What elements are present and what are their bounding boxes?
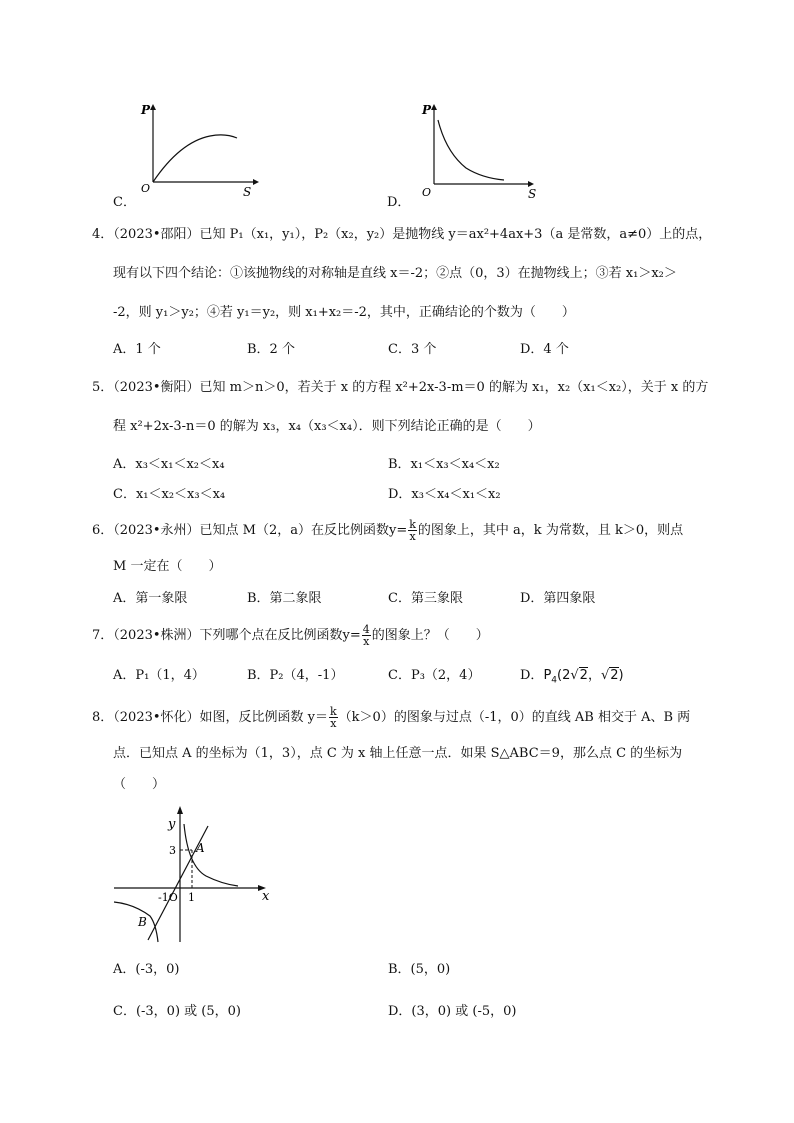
q5-option-c[interactable]: C．x₁＜x₂＜x₃＜x₄ <box>113 487 226 502</box>
q6-post: 的图象上，其中 a，k 为常数，且 k＞0，则点 <box>417 523 684 538</box>
q4-option-c[interactable]: C．3 个 <box>388 342 437 357</box>
graph-q8-y-label: y <box>168 817 176 832</box>
q7-option-d-label: D． <box>520 668 544 683</box>
q7-option-d-sub: 4 <box>551 675 558 686</box>
graph-c-label: C． <box>113 195 136 210</box>
q5-option-d[interactable]: D．x₃＜x₄＜x₁＜x₂ <box>388 487 501 502</box>
q4-line1: 4．（2023•邵阳）已知 P₁（x₁，y₁），P₂（x₂，y₂）是抛物线 y＝ax²+4ax+3（a 是常数，a≠0）上的点， <box>92 227 712 242</box>
q7-post: 的图象上？（ ） <box>371 628 489 643</box>
q8-option-b[interactable]: B．(5，0) <box>388 962 451 977</box>
q8-post: （k＞0）的图象与过点（-1，0）的直线 AB 相交于 A、B 两 <box>338 710 691 725</box>
graph-d-origin: O <box>422 186 432 199</box>
q8-line3: （ ） <box>113 777 166 792</box>
graph-d-p-label: P <box>422 103 432 117</box>
graph-c-origin: O <box>141 182 151 195</box>
q8-line1 <box>92 706 690 729</box>
graph-c-p-label: P <box>141 103 151 117</box>
q7-fraction <box>362 624 371 647</box>
q7-option-d-radicand1: 2 <box>579 668 588 683</box>
graph-c-s-label: S <box>243 185 252 199</box>
q8-option-a[interactable]: A．(-3，0) <box>113 962 180 977</box>
q4-line3: -2，则 y₁＞y₂；④若 y₁＝y₂，则 x₁+x₂＝-2，其中，正确结论的个数为（ ） <box>113 305 575 320</box>
q6-line1 <box>92 519 683 542</box>
q6-option-a[interactable]: A．第一象限 <box>113 591 188 606</box>
q8-pre: 8．（2023•怀化）如图，反比例函数 y＝ <box>92 710 328 725</box>
sqrt-icon: √ <box>570 668 579 683</box>
q7-denominator: x <box>363 635 370 648</box>
q4-option-a[interactable]: A．1 个 <box>113 342 161 357</box>
q5-line2: 程 x²+2x-3-n＝0 的解为 x₃，x₄（x₃＜x₄）．则下列结论正确的是（ ） <box>113 419 541 434</box>
q7-option-c[interactable]: C．P₃（2，4） <box>388 668 481 683</box>
sqrt-icon: √ <box>600 668 610 683</box>
q7-yeq: y= <box>342 628 361 643</box>
q7-option-d-mid: ， <box>587 668 601 683</box>
q7-option-d-p: P <box>543 668 552 683</box>
graph-q8-point-a: A <box>196 841 205 855</box>
q8-line2: 点．已知点 A 的坐标为（1，3），点 C 为 x 轴上任意一点．如果 S△ABC＝9，那么点 C 的坐标为 <box>113 746 683 761</box>
q6-yeq: y= <box>389 523 408 538</box>
q7-option-d[interactable] <box>520 667 624 685</box>
q7-option-d-radicand2: 2 <box>610 668 619 683</box>
q6-pre: 6．（2023•永州）已知点 M（2，a）在反比例函数 <box>92 523 389 538</box>
graph-q8-tick-neg1-origin: -1O <box>158 891 178 904</box>
q8-fraction <box>329 706 338 729</box>
graph-d-s-label: S <box>528 187 537 200</box>
q6-numerator: k <box>409 518 416 531</box>
q4-option-d[interactable]: D．4 个 <box>520 342 569 357</box>
q4-option-b[interactable]: B．2 个 <box>247 342 295 357</box>
q5-option-a[interactable]: A．x₃＜x₁＜x₂＜x₄ <box>113 457 225 472</box>
q5-option-b[interactable]: B．x₁＜x₃＜x₄＜x₂ <box>388 457 500 472</box>
graph-q8-tick-1: 1 <box>188 891 195 904</box>
q6-line2: M 一定在（ ） <box>113 559 222 574</box>
q7-option-d-open: (2 <box>557 668 571 683</box>
graph-d-label: D． <box>387 195 411 210</box>
q8-numerator: k <box>330 705 337 718</box>
q8-option-c[interactable]: C．(-3，0) 或 (5，0) <box>113 1004 241 1019</box>
q6-option-c[interactable]: C．第三象限 <box>388 591 463 606</box>
graph-q8-point-b: B <box>138 915 147 929</box>
q7-option-b[interactable]: B．P₂（4，-1） <box>247 668 344 683</box>
q7-pre: 7．（2023•株洲）下列哪个点在反比例函数 <box>92 628 343 643</box>
q8-option-d[interactable]: D．(3，0) 或 (-5，0) <box>388 1004 517 1019</box>
q8-denominator: x <box>330 717 337 730</box>
q7-line1 <box>92 624 489 647</box>
graph-q8-tick-3: 3 <box>169 844 176 857</box>
q6-option-d[interactable]: D．第四象限 <box>520 591 596 606</box>
q7-option-d-close: ) <box>618 668 624 683</box>
q7-numerator: 4 <box>362 623 370 636</box>
graph-c <box>125 100 265 200</box>
q5-line1: 5．（2023•衡阳）已知 m＞n＞0，若关于 x 的方程 x²+2x-3-m＝0 的解为 x₁，x₂（x₁＜x₂），关于 x 的方 <box>92 380 709 395</box>
q6-denominator: x <box>409 530 416 543</box>
graph-d <box>410 100 550 200</box>
graph-q8-x-label: x <box>262 889 270 904</box>
q6-option-b[interactable]: B．第二象限 <box>247 591 322 606</box>
q7-option-a[interactable]: A．P₁（1，4） <box>113 668 205 683</box>
q4-line2: 现有以下四个结论：①该抛物线的对称轴是直线 x＝-2；②点（0，3）在抛物线上；③若 x₁＞x₂＞ <box>113 266 677 281</box>
q6-fraction <box>408 519 417 542</box>
graph-q8 <box>110 800 280 950</box>
